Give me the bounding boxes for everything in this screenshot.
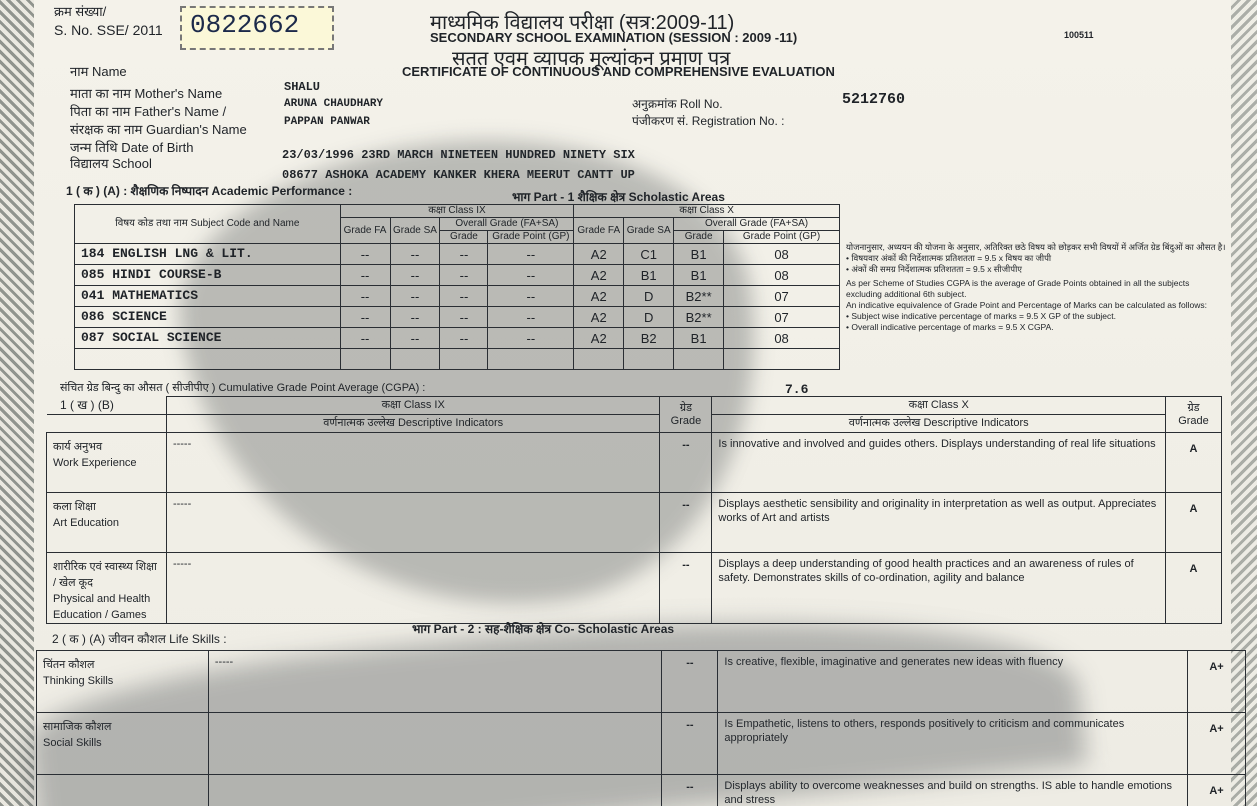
guardian-name-label: संरक्षक का नाम Guardian's Name bbox=[70, 122, 247, 137]
dob-label: जन्म तिथि Date of Birth bbox=[70, 140, 194, 155]
life-skills-label: 2 ( क ) (A) जीवन कौशल Life Skills : bbox=[52, 632, 227, 646]
ix-grade: -- bbox=[660, 433, 712, 493]
serial-label-hi: क्रम संख्या/ bbox=[54, 4, 107, 19]
area-label-hi: शारीरिक एवं स्वास्थ्य शिक्षा / खेल कूद bbox=[53, 561, 157, 589]
name-label: नाम Name bbox=[70, 64, 127, 79]
ix-grade: -- bbox=[662, 713, 718, 775]
x-sa: D bbox=[624, 286, 674, 307]
x-sa-header: Grade SA bbox=[624, 218, 674, 244]
coscholastic-row bbox=[47, 553, 1222, 624]
registration-label: पंजीकरण सं. Registration No. : bbox=[632, 114, 785, 128]
ix-gp: -- bbox=[488, 307, 574, 328]
school-name: 08677 ASHOKA ACADEMY KANKER KHERA MEERUT CANTT UP bbox=[282, 168, 635, 182]
ix-desc: ----- bbox=[208, 651, 662, 713]
filler-cell bbox=[340, 349, 390, 370]
document-code: 100511 bbox=[1064, 30, 1094, 40]
ix-desc: ----- bbox=[166, 433, 660, 493]
note-hi: योजनानुसार, अध्ययन की योजना के अनुसार, अतिरिक्त छठे विषय को छोड़कर सभी विषयों में अर्जित ग्रेड बिंदुओं का औसत है। bbox=[846, 242, 1226, 252]
note-hi-2: • अंकों की समग्र निर्देशात्मक प्रतिशतता = 9.5 x सीजीपीए bbox=[846, 264, 1022, 274]
scholastic-table bbox=[74, 204, 840, 370]
x-fa: A2 bbox=[574, 265, 624, 286]
ix-sa: -- bbox=[390, 286, 440, 307]
ix-fa: -- bbox=[340, 244, 390, 265]
x-gp: 08 bbox=[724, 244, 840, 265]
ix-fa-header: Grade FA bbox=[340, 218, 390, 244]
subject-header: विषय कोड तथा नाम Subject Code and Name bbox=[75, 205, 341, 244]
x-fa: A2 bbox=[574, 286, 624, 307]
ix-grade: -- bbox=[440, 307, 488, 328]
area-label-hi: कला शिक्षा bbox=[53, 501, 96, 513]
note-en-3: • Subject wise indicative percentage of marks = 9.5 X GP of the subject. bbox=[846, 311, 1117, 321]
x-grade-b-header: ग्रेड Grade bbox=[1166, 397, 1222, 433]
area-label-hi: कार्य अनुभव bbox=[53, 441, 103, 453]
x-gp-header: Grade Point (GP) bbox=[724, 231, 840, 244]
roll-no-label: अनुक्रमांक Roll No. bbox=[632, 97, 723, 111]
x-grade: A bbox=[1166, 553, 1222, 624]
mother-name: ARUNA CHAUDHARY bbox=[284, 98, 384, 110]
cgpa-notes bbox=[846, 242, 1226, 333]
roll-number: 5212760 bbox=[842, 91, 906, 108]
ix-fa: -- bbox=[340, 286, 390, 307]
class10-b-header: कक्षा Class X bbox=[712, 397, 1166, 415]
ix-gp: -- bbox=[488, 328, 574, 349]
x-sa: B2 bbox=[624, 328, 674, 349]
ix-grade: -- bbox=[440, 328, 488, 349]
filler-cell bbox=[390, 349, 440, 370]
x-grade: B2** bbox=[674, 307, 724, 328]
x-grade: A+ bbox=[1188, 713, 1246, 775]
cgpa-value: 7.6 bbox=[785, 382, 809, 397]
area-label-en: Thinking Skills bbox=[43, 675, 114, 687]
subject-name: 085 HINDI COURSE-B bbox=[75, 265, 341, 286]
exam-title: SECONDARY SCHOOL EXAMINATION (SESSION : 2009 -11) bbox=[430, 30, 798, 45]
subject-name: 041 MATHEMATICS bbox=[75, 286, 341, 307]
desc-b-header-ix: वर्णनात्मक उल्लेख Descriptive Indicators bbox=[166, 415, 660, 433]
mother-name-label: माता का नाम Mother's Name bbox=[70, 86, 223, 101]
class10-header: कक्षा Class X bbox=[574, 205, 840, 218]
area-label-hi: चिंतन कौशल bbox=[43, 659, 95, 671]
x-fa: A2 bbox=[574, 244, 624, 265]
note-en-4: • Overall indicative percentage of marks = 9.5 X CGPA. bbox=[846, 322, 1054, 332]
x-sa: C1 bbox=[624, 244, 674, 265]
ix-grade-header: Grade bbox=[440, 231, 488, 244]
x-fa: A2 bbox=[574, 328, 624, 349]
ix-gp: -- bbox=[488, 265, 574, 286]
father-name-label: पिता का नाम Father's Name / bbox=[70, 104, 227, 119]
x-overall-header: Overall Grade (FA+SA) bbox=[674, 218, 840, 231]
part1-label: भाग Part - 1 शैक्षिक क्षेत्र Scholastic Areas bbox=[512, 190, 725, 204]
part2-label: भाग Part - 2 : सह-शैक्षिक क्षेत्र Co- Scholastic Areas bbox=[412, 622, 675, 636]
note-en-2: An indicative equivalence of Grade Point and Percentage of Marks can be calculated as follows: bbox=[846, 300, 1207, 310]
subject-row bbox=[75, 265, 840, 286]
academic-section-label: 1 ( क ) (A) : शैक्षणिक निष्पादन Academic Performance : bbox=[66, 184, 353, 198]
x-desc: Is creative, flexible, imaginative and generates new ideas with fluency bbox=[718, 651, 1188, 713]
ix-desc: ----- bbox=[166, 553, 660, 624]
x-sa: D bbox=[624, 307, 674, 328]
x-gp: 07 bbox=[724, 307, 840, 328]
area-label bbox=[47, 433, 167, 493]
x-gp: 08 bbox=[724, 265, 840, 286]
filler-cell bbox=[674, 349, 724, 370]
filler-cell bbox=[574, 349, 624, 370]
subject-name: 184 ENGLISH LNG & LIT. bbox=[75, 244, 341, 265]
section-1b-label: 1 ( ख ) (B) bbox=[60, 398, 114, 412]
x-sa: B1 bbox=[624, 265, 674, 286]
x-desc: Displays ability to overcome weaknesses and build on strengths. IS able to handle emotions and stress bbox=[718, 775, 1188, 806]
ix-grade: -- bbox=[662, 651, 718, 713]
area-label-en: Art Education bbox=[53, 517, 120, 529]
area-label-en: Physical and Health Education / Games bbox=[53, 593, 151, 621]
class9-b-header: कक्षा Class IX bbox=[166, 397, 660, 415]
ix-sa: -- bbox=[390, 328, 440, 349]
ix-fa: -- bbox=[340, 328, 390, 349]
note-en-1: As per Scheme of Studies CGPA is the average of Grade Points obtained in all the subjects excluding additional 6th subject. bbox=[846, 278, 1190, 299]
coscholastic-b-table bbox=[46, 396, 1222, 624]
ix-grade-b-header: ग्रेड Grade bbox=[660, 397, 712, 433]
serial-label: S. No. SSE/ 2011 bbox=[54, 22, 163, 38]
father-name: PAPPAN PANWAR bbox=[284, 116, 370, 128]
x-grade: B1 bbox=[674, 265, 724, 286]
x-grade: A+ bbox=[1188, 651, 1246, 713]
filler-cell bbox=[724, 349, 840, 370]
area-label-en: Social Skills bbox=[43, 737, 102, 749]
ix-overall-header: Overall Grade (FA+SA) bbox=[440, 218, 574, 231]
desc-b-header-x: वर्णनात्मक उल्लेख Descriptive Indicators bbox=[712, 415, 1166, 433]
subject-name: 086 SCIENCE bbox=[75, 307, 341, 328]
x-fa-header: Grade FA bbox=[574, 218, 624, 244]
left-border-decoration bbox=[0, 0, 34, 806]
subject-row bbox=[75, 244, 840, 265]
ix-sa: -- bbox=[390, 307, 440, 328]
ix-grade: -- bbox=[660, 553, 712, 624]
x-grade: B1 bbox=[674, 328, 724, 349]
certificate-title-hi: सतत एवम् व्यापक मूल्यांकन प्रमाण पत्र bbox=[452, 48, 731, 70]
ix-sa-header: Grade SA bbox=[390, 218, 440, 244]
date-of-birth: 23/03/1996 23RD MARCH NINETEEN HUNDRED NINETY SIX bbox=[282, 148, 635, 162]
x-desc: Displays aesthetic sensibility and originality in interpretation as well as output. Appreciates works of Art and artists bbox=[712, 493, 1166, 553]
ix-grade: -- bbox=[662, 775, 718, 806]
school-label: विद्यालय School bbox=[70, 156, 152, 171]
filler-cell bbox=[624, 349, 674, 370]
student-name: SHALU bbox=[284, 80, 321, 94]
area-label-hi: सामाजिक कौशल bbox=[43, 721, 112, 733]
exam-title-hi: माध्यमिक विद्यालय परीक्षा (सत्र:2009-11) bbox=[430, 12, 735, 34]
ix-desc: ----- bbox=[166, 493, 660, 553]
ix-grade: -- bbox=[660, 493, 712, 553]
x-desc: Is innovative and involved and guides others. Displays understanding of real life situations bbox=[712, 433, 1166, 493]
ix-fa: -- bbox=[340, 307, 390, 328]
area-label-en: Work Experience bbox=[53, 457, 137, 469]
subject-row bbox=[75, 286, 840, 307]
coscholastic-row bbox=[47, 493, 1222, 553]
x-grade-header: Grade bbox=[674, 231, 724, 244]
x-grade: A+ bbox=[1188, 775, 1246, 806]
x-grade: A bbox=[1166, 433, 1222, 493]
note-hi-1: • विषयवार अंकों की निर्देशात्मक प्रतिशतता = 9.5 x विषय का जीपी bbox=[846, 253, 1052, 263]
x-desc: Is Empathetic, listens to others, responds positively to criticism and communicates appropriately bbox=[718, 713, 1188, 775]
coscholastic-row bbox=[47, 433, 1222, 493]
ix-fa: -- bbox=[340, 265, 390, 286]
x-grade: B1 bbox=[674, 244, 724, 265]
ix-gp: -- bbox=[488, 244, 574, 265]
x-gp: 07 bbox=[724, 286, 840, 307]
ix-sa: -- bbox=[390, 265, 440, 286]
ix-grade: -- bbox=[440, 265, 488, 286]
subject-name: 087 SOCIAL SCIENCE bbox=[75, 328, 341, 349]
filler-cell bbox=[440, 349, 488, 370]
ix-grade: -- bbox=[440, 286, 488, 307]
subject-row bbox=[75, 307, 840, 328]
area-label bbox=[47, 553, 167, 624]
x-desc: Displays a deep understanding of good health practices and an awareness of rules of safety. Demonstrates skills of co-ordination, agility and balance bbox=[712, 553, 1166, 624]
certificate-title: CERTIFICATE OF CONTINUOUS AND COMPREHENSIVE EVALUATION bbox=[402, 64, 835, 79]
ix-grade: -- bbox=[440, 244, 488, 265]
x-grade: A bbox=[1166, 493, 1222, 553]
cgpa-label: संचित ग्रेड बिन्दु का औसत ( सीजीपीए ) Cumulative Grade Point Average (CGPA) : bbox=[60, 382, 426, 394]
area-label bbox=[47, 493, 167, 553]
filler-cell bbox=[488, 349, 574, 370]
class9-header: कक्षा Class IX bbox=[340, 205, 574, 218]
serial-number: 0822662 bbox=[190, 10, 300, 40]
subject-row bbox=[75, 328, 840, 349]
filler-cell bbox=[75, 349, 341, 370]
x-fa: A2 bbox=[574, 307, 624, 328]
ix-gp-header: Grade Point (GP) bbox=[488, 231, 574, 244]
x-grade: B2** bbox=[674, 286, 724, 307]
ix-sa: -- bbox=[390, 244, 440, 265]
x-gp: 08 bbox=[724, 328, 840, 349]
ix-gp: -- bbox=[488, 286, 574, 307]
